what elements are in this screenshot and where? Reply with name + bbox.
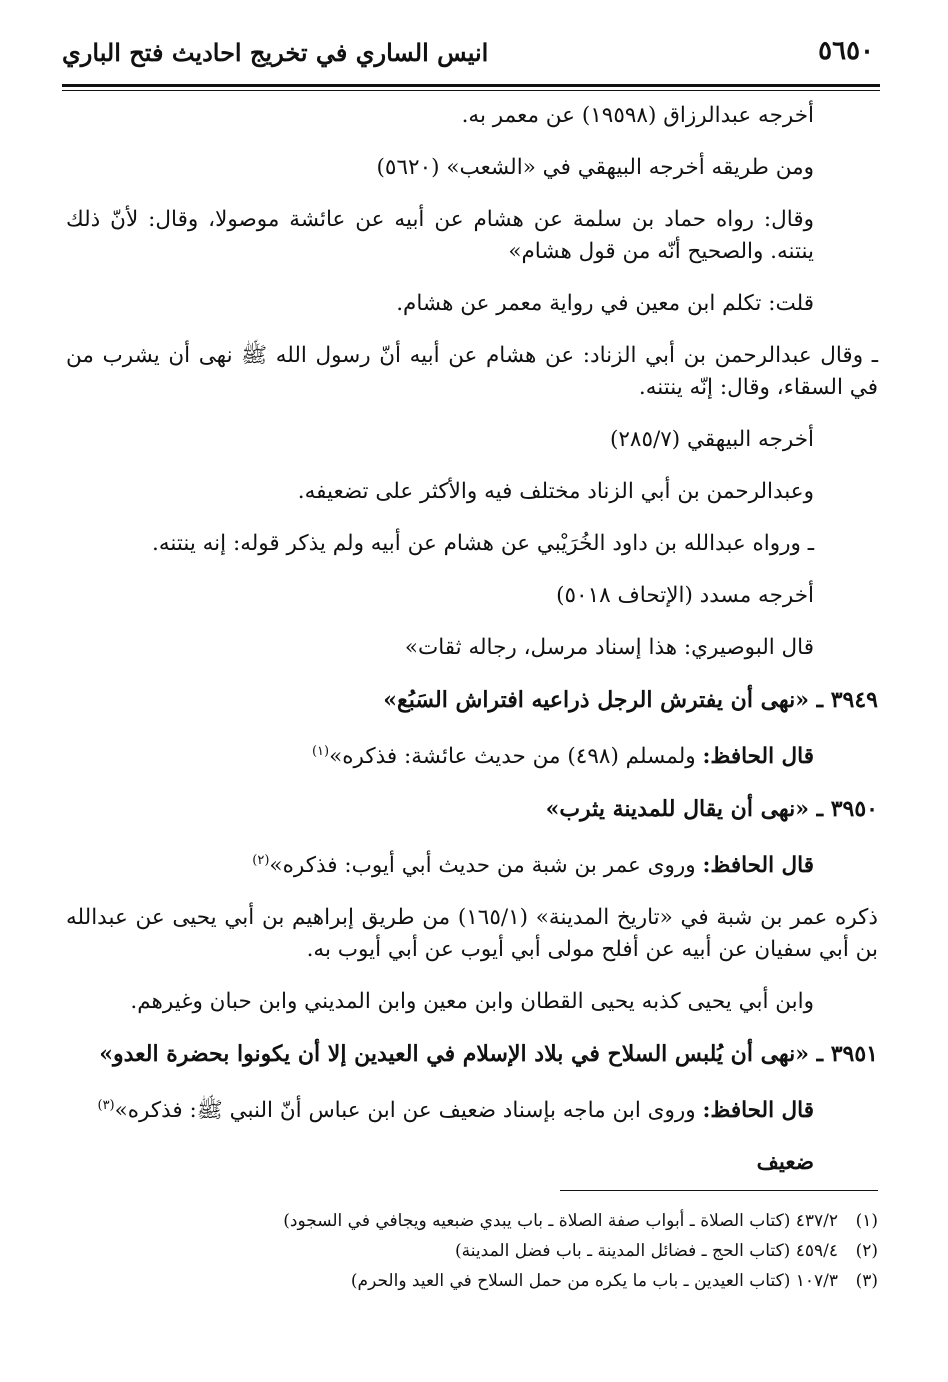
paragraph: أخرجه عبدالرزاق (١٩٥٩٨) عن معمر به. xyxy=(461,103,814,128)
page-number: ٥٦٥٠ xyxy=(818,36,874,66)
hadith-heading xyxy=(66,1038,878,1070)
footnote-number: (١) xyxy=(855,1211,878,1231)
paragraph: ـ وقال عبدالرحمن بن أبي الزناد: عن هشام عن أبيه أنّ رسول الله ﷺ نهى أن يشرب من في السقاء، وقال: إنّه ينتنه. xyxy=(66,343,878,400)
hafiz-quote xyxy=(66,736,878,773)
footnotes xyxy=(150,1206,878,1296)
paragraph: ذكره عمر بن شبة في «تاريخ المدينة» (١٦٥/١) من طريق إبراهيم بن أبي يحيى عن عبدالله بن أبي سفيان عن أبيه عن أفلح مولى أبي أيوب عن أبي أيوب به. xyxy=(66,905,878,963)
running-title: انيس الساري في تخريج احاديث فتح الباري xyxy=(62,38,489,67)
footnote-text: ١٠٧/٣ (كتاب العيدين ـ باب ما يكره من حمل السلاح في العيد والحرم) xyxy=(350,1271,838,1291)
footnote-ref: (٣) xyxy=(97,1098,115,1114)
quote-label: قال الحافظ: xyxy=(702,744,814,770)
paragraph: وعبدالرحمن بن أبي الزناد مختلف فيه والأكثر على تضعيفه. xyxy=(297,479,814,504)
paragraph: وقال: رواه حماد بن سلمة عن هشام عن أبيه عن عائشة موصولا، وقال: لأنّ ذلك ينتنه. والصحيح أنّه من قول هشام» xyxy=(66,207,814,264)
footnote-number: (٣) xyxy=(855,1271,878,1291)
footnote-text: ٤٥٩/٤ (كتاب الحج ـ فضائل المدينة ـ باب فضل المدينة) xyxy=(455,1241,838,1261)
footnote-separator xyxy=(560,1190,878,1191)
footnote xyxy=(150,1236,878,1266)
header-rule-thin xyxy=(62,90,880,91)
hafiz-quote xyxy=(66,845,878,882)
hadith-number: ٣٩٥٠ ـ xyxy=(816,796,878,823)
quote-text: وروى ابن ماجه بإسناد ضعيف عن ابن عباس أنّ النبي ﷺ: فذكره» xyxy=(114,1098,696,1124)
hadith-number: ٣٩٥١ ـ xyxy=(816,1041,878,1068)
paragraph: أخرجه مسدد (الإتحاف ٥٠١٨) xyxy=(556,583,814,608)
paragraph: قلت: تكلم ابن معين في رواية معمر عن هشام. xyxy=(396,291,814,316)
paragraph: وابن أبي يحيى كذبه يحيى القطان وابن معين وابن المديني وابن حبان وغيرهم. xyxy=(130,989,814,1015)
paragraph: ومن طريقه أخرجه البيهقي في «الشعب» (٥٦٢٠) xyxy=(376,155,814,180)
footnote-ref: (٢) xyxy=(252,853,270,869)
page-header xyxy=(62,36,880,86)
hadith-number: ٣٩٤٩ ـ xyxy=(816,687,878,713)
main-text xyxy=(66,100,878,1199)
hadith-text: «نهى أن يفترش الرجل ذراعيه افتراش السَبُع» xyxy=(383,687,809,713)
quote-text: ولمسلم (٤٩٨) من حديث عائشة: فذكره» xyxy=(329,744,696,770)
hadith-text: «نهى أن يُلبس السلاح في بلاد الإسلام في العيدين إلا أن يكونوا بحضرة العدو» xyxy=(99,1041,809,1068)
paragraph: أخرجه البيهقي (٢٨٥/٧) xyxy=(609,427,814,452)
header-rule xyxy=(62,84,880,87)
hadith-heading xyxy=(66,684,878,716)
footnote xyxy=(150,1206,878,1236)
footnote-number: (٢) xyxy=(855,1241,878,1261)
quote-text: وروى عمر بن شبة من حديث أبي أيوب: فذكره» xyxy=(269,853,696,879)
hadith-text: «نهى أن يقال للمدينة يثرب» xyxy=(545,796,809,823)
quote-label: قال الحافظ: xyxy=(702,853,814,879)
paragraph: ـ ورواه عبدالله بن داود الخُرَيْبي عن هشام عن أبيه ولم يذكر قوله: إنه ينتنه. xyxy=(152,531,814,556)
grading: ضعيف xyxy=(756,1150,814,1176)
footnote xyxy=(150,1266,878,1296)
hafiz-quote xyxy=(66,1090,878,1127)
quote-label: قال الحافظ: xyxy=(702,1098,814,1124)
footnote-ref: (١) xyxy=(311,744,330,759)
footnote-text: ٤٣٧/٢ (كتاب الصلاة ـ أبواب صفة الصلاة ـ باب يبدي ضبعيه ويجافي في السجود) xyxy=(283,1211,838,1231)
hadith-heading xyxy=(66,793,878,825)
paragraph: قال البوصيري: هذا إسناد مرسل، رجاله ثقات» xyxy=(404,635,814,660)
